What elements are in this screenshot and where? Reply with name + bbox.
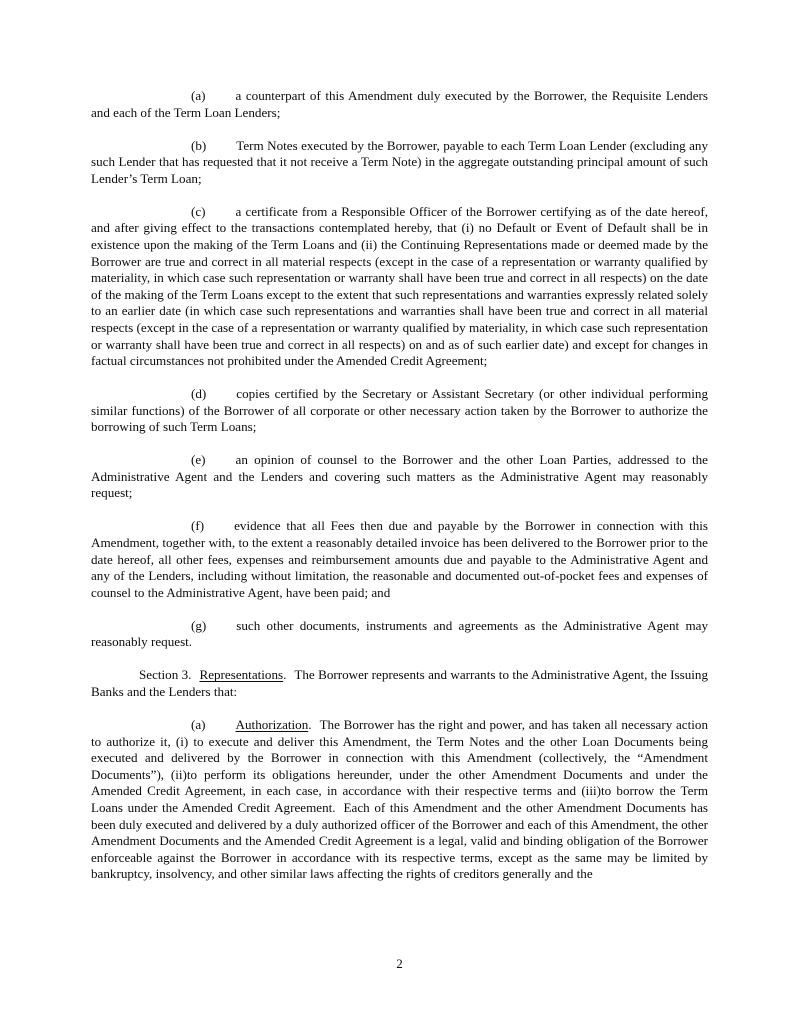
clause-marker: (g) (191, 617, 207, 633)
clause-text-part-1: The Borrower has the right and power, and has taken all necessary action to authorize it, (i) to execute and deliver this Amendment, the Term Notes and the other Loan Documents being executed and delivered by the Borrower in connection with this Amendment (collectively, the “Amendment Documents”), (ii) (91, 716, 708, 782)
clause-marker: (c) (191, 203, 206, 219)
clause-marker: (a) (191, 716, 206, 732)
clause-text: such other documents, instruments and agreements as the Administrative Agent may reasonably request. (91, 617, 708, 650)
section-3-representations (91, 667, 708, 700)
clause-marker: (b) (191, 137, 207, 153)
clause-text: a certificate from a Responsible Officer of the Borrower certifying as of the date hereof, and after giving effect to the transactions contemplated hereby, that (i) no Default or Event of Default shall be in existence upon the making of the Term Loans and (ii) the Continuing Representations made or deemed made by the Borrower are true and correct in all material respects (except in the case of a representation or warranty qualified by materiality, in which case such representation or warranty shall have been true and correct in all respects) on the date of the making of the Term Loans except to the extent that such representations and warranties expressly related solely to an earlier date (in which case such representations and warranties shall have been true and correct in all material respects (except in the case of a representation or warranty qualified by materiality, in which case such representation or warranty shall have been true and correct in all respects) on and as of such earlier date) and except for changes in factual circumstances not prohibited under the Amended Credit Agreement; (91, 203, 708, 369)
clause-marker: (d) (191, 386, 207, 402)
clause-marker: (e) (191, 452, 206, 468)
clause-marker: (f) (191, 518, 205, 534)
clause-text: copies certified by the Secretary or Assistant Secretary (or other individual performing similar functions) of the Borrower of all corporate or other necessary action taken by the Borrower to authorize the borrowing of such Term Loans; (91, 386, 708, 435)
clause-text: Term Notes executed by the Borrower, payable to each Term Loan Lender (excluding any such Lender that has requested that it not receive a Term Note) in the aggregate outstanding principal amount of such Lender’s Term Loan; (91, 137, 708, 186)
heading-period: . (308, 716, 312, 732)
section-text: The Borrower represents and warrants to the Administrative Agent, the Issuing Banks and the Lenders that: (91, 667, 709, 699)
clause-a-counterpart (91, 88, 708, 121)
clause-e-opinion-of-counsel (91, 452, 708, 502)
heading-period: . (283, 667, 287, 683)
clause-heading: Authorization (235, 716, 309, 732)
clause-b-term-notes (91, 138, 708, 188)
clause-c-certificate (91, 204, 708, 370)
clause-text-part-3: to borrow the Term Loans under the Amended Credit Agreement. (91, 783, 709, 815)
clause-g-other-documents (91, 618, 708, 651)
clause-d-copies-certified (91, 386, 708, 436)
clause-text-part-4: Each of this Amendment and the other Amendment Documents has been duly executed and delivered by a duly authorized officer of the Borrower and each of this Amendment, the other Amendment Documents and the Amended Credit Agreement is a legal, valid and binding obligation of the Borrower enforceable against the Borrower in accordance with its respective terms, except as the same may be limited by bankruptcy, insolvency, and other similar laws affecting the rights of creditors generally and the (91, 799, 708, 882)
clause-text: evidence that all Fees then due and payable by the Borrower in connection with this Amendment, together with, to the extent a reasonably detailed invoice has been delivered to the Borrower prior to the date hereof, all other fees, expenses and reimbursement amounts due and payable to the Administrative Agent and any of the Lenders, including without limitation, the reasonable and documented out-of-pocket fees and expenses of counsel to the Administrative Agent, have been paid; and (91, 518, 708, 600)
clause-text-part-2: to perform its obligations hereunder, under the other Amendment Documents and under the Amended Credit Agreement, in each case, in accordance with their respective terms and (iii) (91, 766, 708, 799)
document-body (91, 88, 708, 899)
clause-text: an opinion of counsel to the Borrower and the other Loan Parties, addressed to the Administrative Agent and the Lenders and covering such matters as the Administrative Agent may reasonably request; (91, 452, 708, 501)
section-heading: Representations (199, 667, 284, 683)
clause-marker: (a) (191, 88, 206, 103)
clause-text: a counterpart of this Amendment duly executed by the Borrower, the Requisite Lenders and each of the Term Loan Lenders; (91, 88, 708, 120)
clause-f-fees-evidence (91, 518, 708, 601)
page-number: 2 (396, 956, 403, 971)
clause-a-authorization (91, 717, 708, 883)
section-label: Section 3. (139, 667, 192, 683)
